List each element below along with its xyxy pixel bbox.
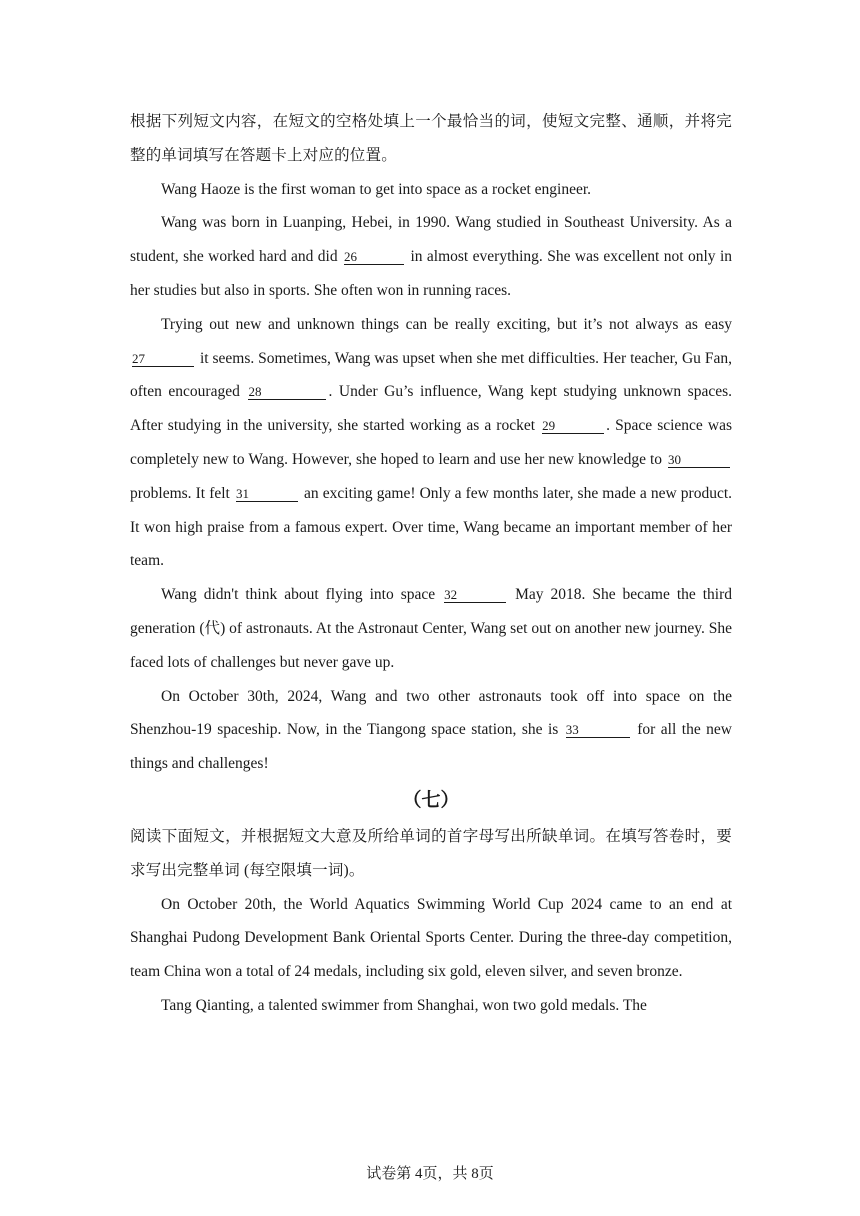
exam-page-content [130,105,732,1023]
blank-33[interactable]: 33 [566,722,630,738]
instruction-vi: 根据下列短文内容，在短文的空格处填上一个最恰当的词，使短文完整、通顺，并将完整的单词填写在答题卡上对应的位置。 [130,113,732,164]
passage-vi-paragraph-3: Trying out new and unknown things can be really exciting, but it’s not always as easy 27 it seems. Sometimes, Wang was upset when she met difficulties. Her teacher, Gu Fan, often encouraged 28 . Under Gu’s influence, Wang kept studying unknown spaces. After studying in the university, she started working as a rocket 29 . Space science was completely new to Wang. However, she hoped to learn and use her new knowledge to 30 problems. It felt 31 an exciting game! Only a few months later, she made a new product. It won high praise from a famous expert. Over time, Wang became an important member of her team. [130,315,733,570]
instruction-vii: 阅读下面短文，并根据短文大意及所给单词的首字母写出所缺单词。在填写答卷时，要求写出完整单词 (每空限填一词)。 [130,827,732,879]
blank-28[interactable]: 28 [248,384,326,400]
blank-30[interactable]: 30 [668,452,730,468]
blank-26[interactable]: 26 [344,249,404,265]
blank-29[interactable]: 29 [542,418,604,434]
passage-vi-paragraph-4: Wang didn't think about flying into space 32 May 2018. She became the third generation (代) of astronauts. At the Astronaut Center, Wang set out on another new journey. She faced lots of challenges but never gave up. [130,586,733,671]
passage-vii-paragraph-1: On October 20th, the World Aquatics Swimming World Cup 2024 came to an end at Shanghai Pudong Development Bank Oriental Sports Center. During the three-day competition, team China won a total of 24 medals, including six gold, eleven silver, and seven bronze. [130,895,732,981]
passage-vi-paragraph-1: Wang Haoze is the first woman to get into space as a rocket engineer. [161,180,592,198]
blank-31[interactable]: 31 [236,486,298,502]
blank-27[interactable]: 27 [132,351,194,367]
passage-vi-paragraph-5: On October 30th, 2024, Wang and two other astronauts took off into space on the Shenzhou-19 spaceship. Now, in the Tiangong space station, she is 33 for all the new things and challenges! [130,687,732,773]
passage-vi-paragraph-2: Wang was born in Luanping, Hebei, in 1990. Wang studied in Southeast University. As a student, she worked hard and did 26 in almost everything. She was excellent not only in her studies but also in sports. She often won in running races. [130,214,733,299]
passage-vii-paragraph-2: Tang Qianting, a talented swimmer from Shanghai, won two gold medals. The [161,996,647,1014]
page-footer: 试卷第 4页，共 8页 [366,1166,494,1182]
blank-32[interactable]: 32 [444,587,506,603]
section-title-vii: （七） [402,789,460,811]
